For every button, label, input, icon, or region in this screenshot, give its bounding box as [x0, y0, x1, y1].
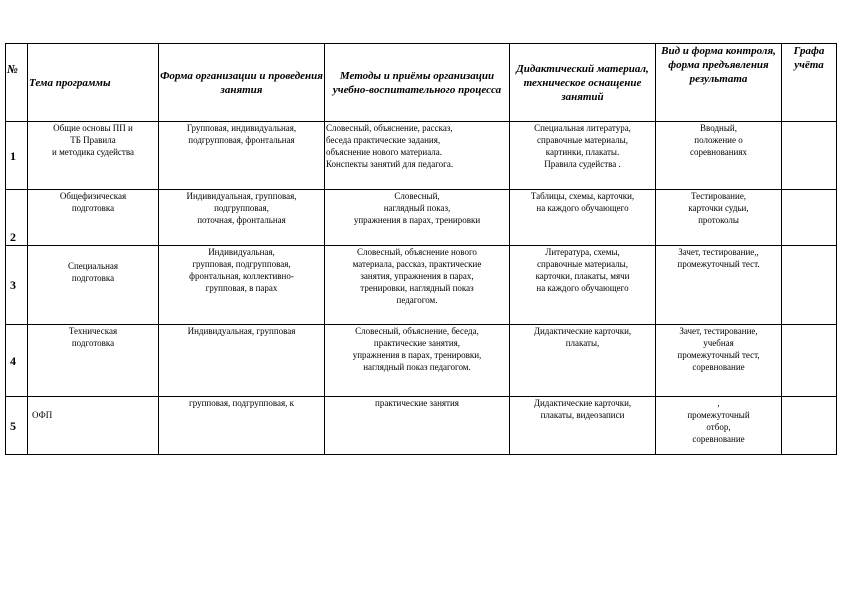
- table-row: [6, 122, 837, 190]
- table-row: [6, 325, 837, 397]
- row-grafa: [782, 246, 837, 325]
- row-grafa: [782, 190, 837, 246]
- row-topic: Общие основы ПП и ТБ Правила и методика судейства: [28, 122, 159, 190]
- row-material: Таблицы, схемы, карточки, на каждого обучающего: [510, 190, 656, 246]
- header-num: №: [6, 44, 28, 122]
- row-form: Индивидуальная, групповая, подгрупповая, фронтальная, коллективно- групповая, в парах: [159, 246, 325, 325]
- row-topic: Специальная подготовка: [28, 246, 159, 325]
- row-control: Зачет, тестирование, учебная промежуточный тест, соревнование: [656, 325, 782, 397]
- header-topic: Тема программы: [28, 44, 159, 122]
- row-material: Литература, схемы, справочные материалы, карточки, плакаты, мячи на каждого обучающего: [510, 246, 656, 325]
- row-material: Дидактические карточки, плакаты,: [510, 325, 656, 397]
- row-control: Вводный, положение о соревнованиях: [656, 122, 782, 190]
- program-table: [5, 43, 837, 455]
- header-grafa: Графа учёта: [782, 44, 837, 122]
- row-number: 2: [6, 190, 28, 246]
- row-form: Индивидуальная, групповая, подгрупповая, поточная, фронтальная: [159, 190, 325, 246]
- row-methods: практические занятия: [325, 397, 510, 455]
- row-form: Групповая, индивидуальная, подгрупповая, фронтальная: [159, 122, 325, 190]
- row-methods: Словесный, объяснение, беседа, практические занятия, упражнения в парах, тренировки, наглядный показ педагогом.: [325, 325, 510, 397]
- row-methods: Словесный, объяснение, рассказ, беседа практические задания, объяснение нового материала. Конспекты занятий для педагога.: [325, 122, 510, 190]
- header-row: [6, 44, 837, 122]
- header-control: Вид и форма контроля, форма предъявления результата: [656, 44, 782, 122]
- row-methods: Словесный, наглядный показ, упражнения в парах, тренировки: [325, 190, 510, 246]
- row-number: 5: [6, 397, 28, 455]
- table-row: [6, 190, 837, 246]
- table-row: [6, 397, 837, 455]
- header-form: Форма организации и проведения занятия: [159, 44, 325, 122]
- header-methods: Методы и приёмы организации учебно-воспитательного процесса: [325, 44, 510, 122]
- row-control: Зачет, тестирование,, промежуточный тест.: [656, 246, 782, 325]
- row-grafa: [782, 325, 837, 397]
- row-number: 3: [6, 246, 28, 325]
- table-row: [6, 246, 837, 325]
- row-control: , промежуточный отбор, соревнование: [656, 397, 782, 455]
- row-material: Дидактические карточки, плакаты, видеозаписи: [510, 397, 656, 455]
- row-form: групповая, подгрупповая, к: [159, 397, 325, 455]
- row-material: Специальная литература, справочные материалы, картинки, плакаты. Правила судейства .: [510, 122, 656, 190]
- row-topic: Общефизическая подготовка: [28, 190, 159, 246]
- row-grafa: [782, 122, 837, 190]
- row-grafa: [782, 397, 837, 455]
- row-topic: ОФП: [28, 397, 159, 455]
- row-topic: Техническая подготовка: [28, 325, 159, 397]
- row-methods: Словесный, объяснение нового материала, рассказ, практические занятия, упражнения в парах, тренировки, наглядный показ педагогом.: [325, 246, 510, 325]
- row-number: 1: [6, 122, 28, 190]
- row-control: Тестирование, карточки судьи, протоколы: [656, 190, 782, 246]
- header-material: Дидактический материал, техническое оснащение занятий: [510, 44, 656, 122]
- row-number: 4: [6, 325, 28, 397]
- row-form: Индивидуальная, групповая: [159, 325, 325, 397]
